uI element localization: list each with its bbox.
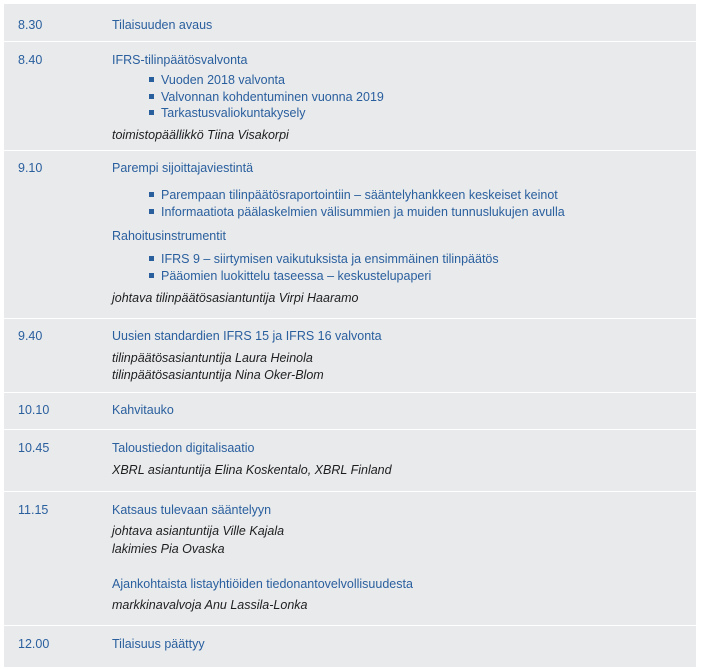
time-label: 8.40 xyxy=(18,53,43,67)
bullet-icon xyxy=(149,209,154,214)
time-label: 12.00 xyxy=(18,637,50,651)
session-title: Tilaisuuden avaus xyxy=(112,18,213,32)
speaker-name: markkinavalvoja Anu Lassila-Lonka xyxy=(112,598,308,612)
session-title: Katsaus tulevaan sääntelyyn xyxy=(112,503,272,517)
session-title: Uusien standardien IFRS 15 ja IFRS 16 valvonta xyxy=(112,329,382,343)
divider xyxy=(4,392,696,393)
divider xyxy=(4,625,696,626)
time-label: 8.30 xyxy=(18,18,43,32)
time-label: 10.10 xyxy=(18,403,50,417)
bullet-icon xyxy=(149,192,154,197)
time-label: 11.15 xyxy=(18,503,49,517)
divider xyxy=(4,150,696,151)
speaker-name: tilinpäätösasiantuntija Laura Heinola xyxy=(112,351,313,365)
divider xyxy=(4,429,696,430)
time-label: 9.10 xyxy=(18,161,43,175)
speaker-name: lakimies Pia Ovaska xyxy=(112,542,225,556)
speaker-name: tilinpäätösasiantuntija Nina Oker-Blom xyxy=(112,368,324,382)
divider xyxy=(4,491,696,492)
time-label: 9.40 xyxy=(18,329,43,343)
bullet-icon xyxy=(149,77,154,82)
speaker-name: johtava tilinpäätösasiantuntija Virpi Haaramo xyxy=(112,291,359,305)
session-title: Kahvitauko xyxy=(112,403,174,417)
bullet-item: Vuoden 2018 valvonta xyxy=(161,73,285,87)
session-title: Parempi sijoittajaviestintä xyxy=(112,161,254,175)
divider xyxy=(4,318,696,319)
bullet-icon xyxy=(149,110,154,115)
session-title: IFRS-tilinpäätösvalvonta xyxy=(112,53,248,67)
bullet-item: Valvonnan kohdentuminen vuonna 2019 xyxy=(161,90,384,104)
bullet-item: IFRS 9 – siirtymisen vaikutuksista ja ensimmäinen tilinpäätös xyxy=(161,252,499,266)
speaker-name: johtava asiantuntija Ville Kajala xyxy=(112,524,285,538)
session-subtitle: Rahoitusinstrumentit xyxy=(112,229,226,243)
bullet-icon xyxy=(149,273,154,278)
divider xyxy=(4,41,696,42)
session-title: Taloustiedon digitalisaatio xyxy=(112,441,255,455)
session-subtitle: Ajankohtaista listayhtiöiden tiedonantovelvollisuudesta xyxy=(112,577,413,591)
bullet-item: Informaatiota päälaskelmien välisummien ja muiden tunnuslukujen avulla xyxy=(161,205,565,219)
session-title: Tilaisuus päättyy xyxy=(112,637,205,651)
speaker-name: XBRL asiantuntija Elina Koskentalo, XBRL Finland xyxy=(112,463,392,477)
agenda-panel xyxy=(4,4,696,667)
bullet-item: Pääomien luokittelu taseessa – keskustelupaperi xyxy=(161,269,432,283)
bullet-item: Parempaan tilinpäätösraportointiin – sääntelyhankkeen keskeiset keinot xyxy=(161,188,558,202)
bullet-item: Tarkastusvaliokuntakysely xyxy=(161,106,306,120)
time-label: 10.45 xyxy=(18,441,50,455)
speaker-name: toimistopäällikkö Tiina Visakorpi xyxy=(112,128,289,142)
bullet-icon xyxy=(149,94,154,99)
bullet-icon xyxy=(149,256,154,261)
